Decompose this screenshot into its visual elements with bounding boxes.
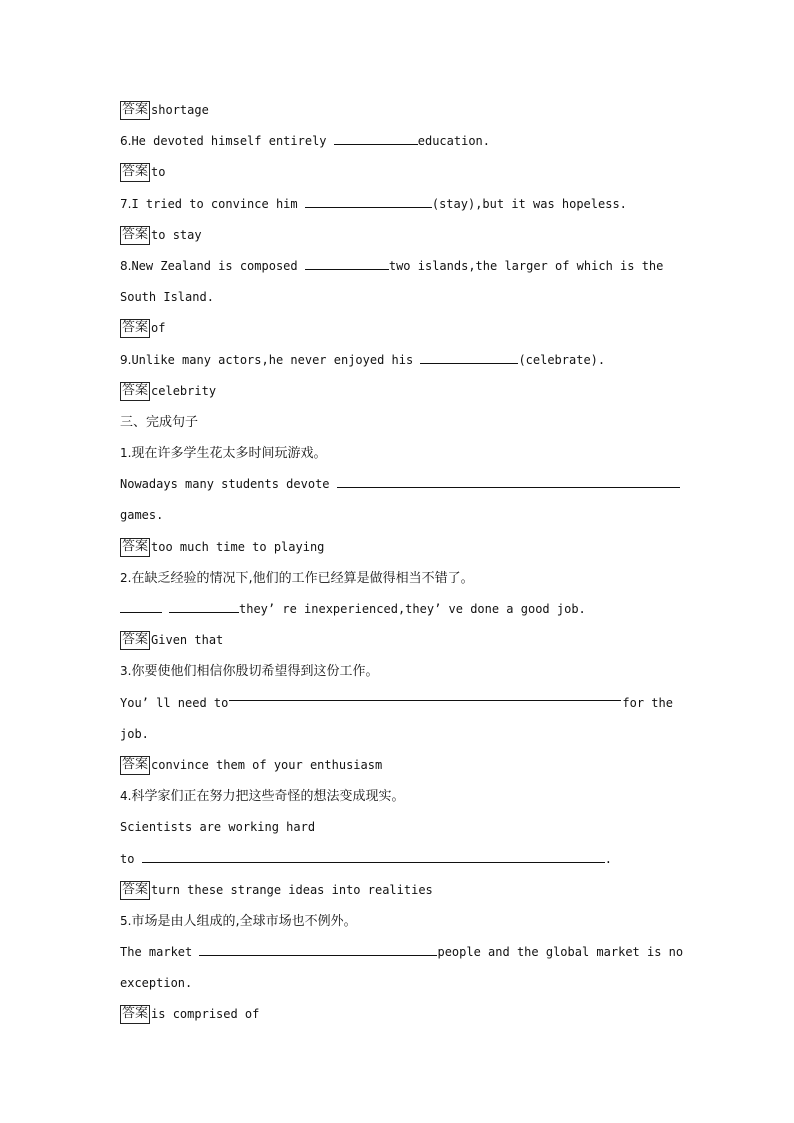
question-text: Nowadays many students devote [120, 477, 337, 492]
answer-text: too much time to playing [151, 539, 325, 554]
fill-blank[interactable] [142, 850, 605, 863]
question-text: they’ re inexperienced,they’ ve done a good job. [239, 602, 586, 616]
question-text: two islands,the larger of which is the [388, 258, 664, 273]
answer-text: of [151, 321, 166, 336]
sentence-1-prompt [120, 438, 680, 469]
sentence-3-prompt [120, 656, 680, 687]
answer-text: shortage [151, 103, 209, 117]
sentence-4-line-1: Scientists are working hard [120, 820, 316, 835]
answer-row [120, 220, 680, 251]
answer-row [120, 313, 680, 344]
question-text: New Zealand is composed [131, 258, 305, 273]
answer-tag: 答案 [120, 881, 150, 900]
chinese-prompt: 现在许多学生花太多时间玩游戏。 [131, 446, 327, 462]
question-number: 7. [120, 196, 132, 211]
question-6 [120, 126, 680, 157]
sentence-1-continuation: games. [120, 508, 164, 523]
fill-blank[interactable] [199, 943, 437, 956]
answer-text: convince them of your enthusiasm [151, 757, 383, 772]
question-text: I tried to convince him [131, 196, 305, 211]
question-number: 4. [120, 789, 132, 804]
chinese-prompt: 市场是由人组成的,全球市场也不例外。 [131, 913, 357, 929]
answer-text: is comprised of [151, 1007, 260, 1022]
sentence-3-continuation: job. [120, 726, 149, 741]
answer-row [120, 875, 680, 906]
answer-tag: 答案 [120, 101, 150, 120]
sentence-2-prompt [120, 563, 680, 594]
answer-tag: 答案 [120, 382, 150, 401]
question-8 [120, 251, 673, 282]
sentence-2-line [120, 594, 680, 625]
answer-tag: 答案 [120, 319, 150, 338]
question-number: 1. [120, 446, 132, 461]
answer-row [120, 157, 680, 188]
chinese-prompt: 科学家们正在努力把这些奇怪的想法变成现实。 [131, 789, 405, 805]
sentence-4-line-2 [120, 844, 680, 875]
question-text: education. [417, 134, 490, 149]
answer-row [120, 750, 680, 781]
sentence-3-line [120, 688, 673, 719]
answer-text: celebrity [151, 383, 217, 398]
fill-blank[interactable] [305, 195, 432, 208]
fill-blank[interactable] [229, 688, 621, 701]
answer-tag: 答案 [120, 631, 150, 650]
answer-text: to [151, 165, 166, 180]
question-text: He devoted himself entirely [131, 134, 334, 149]
section-title: 三、完成句子 [120, 414, 199, 430]
answer-row [120, 532, 680, 563]
question-number: 3. [120, 664, 132, 679]
answer-tag: 答案 [120, 163, 150, 182]
question-text: . [604, 851, 612, 866]
answer-row [120, 625, 680, 656]
question-number: 6. [120, 134, 132, 149]
question-number: 2. [120, 570, 132, 585]
sentence-5-continuation: exception. [120, 976, 193, 991]
question-number: 8. [120, 258, 132, 273]
answer-text: to stay [151, 227, 202, 242]
question-text: to [120, 851, 142, 866]
answer-text: turn these strange ideas into realities [151, 882, 433, 897]
answer-row [120, 95, 680, 126]
answer-tag: 答案 [120, 538, 150, 557]
fill-blank[interactable] [337, 475, 680, 488]
question-text: Unlike many actors,he never enjoyed his [131, 352, 421, 367]
fill-blank[interactable] [334, 132, 418, 145]
question-number: 9. [120, 352, 132, 367]
sentence-1-line [120, 469, 680, 500]
answer-row [120, 999, 680, 1030]
question-text: The market [120, 945, 200, 960]
answer-text: Given that [151, 633, 224, 648]
answer-tag: 答案 [120, 226, 150, 245]
question-number: 5. [120, 913, 132, 928]
answer-tag: 答案 [120, 1005, 150, 1024]
fill-blank[interactable] [420, 351, 518, 364]
chinese-prompt: 在缺乏经验的情况下,他们的工作已经算是做得相当不错了。 [131, 570, 474, 586]
question-8-continuation: South Island. [120, 290, 214, 305]
question-9 [120, 345, 680, 376]
worksheet-page [120, 95, 684, 1031]
fill-blank[interactable] [120, 600, 162, 613]
fill-blank[interactable] [169, 600, 239, 613]
question-text: people and the global market is no [437, 945, 684, 960]
answer-tag: 答案 [120, 756, 150, 775]
answer-row [120, 376, 680, 407]
sentence-5-line [120, 937, 684, 968]
fill-blank[interactable] [305, 257, 389, 270]
sentence-4-prompt [120, 781, 680, 812]
question-7 [120, 189, 680, 220]
question-text: (stay),but it was hopeless. [431, 196, 627, 211]
question-text: for the [622, 695, 673, 710]
question-text: (celebrate). [518, 352, 606, 367]
question-text: You’ ll need to [120, 695, 229, 710]
sentence-5-prompt [120, 906, 680, 937]
chinese-prompt: 你要使他们相信你殷切希望得到这份工作。 [131, 664, 379, 680]
